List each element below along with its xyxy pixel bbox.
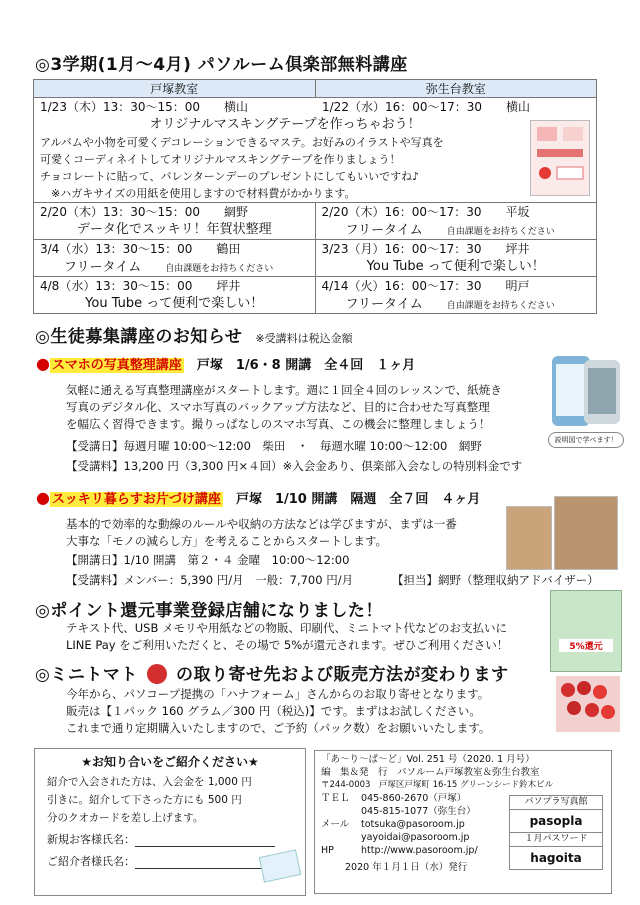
row1-desc-line: 可愛くコーディネイトしてオリジナルマスキングテープを作りましょう！ bbox=[40, 153, 401, 166]
photo-gallery-label: パソプラ写真館 bbox=[509, 795, 603, 810]
referral-text bbox=[47, 773, 305, 827]
row2-left-title: データ化でスッキリ！年賀状整理 bbox=[76, 222, 272, 237]
issue-info: 「あ〜り〜ば〜ど」Vol. 251 号（2020. 1 月号） bbox=[321, 754, 535, 765]
tomato-desc-line: 今年から、パソコープ提携の「ハナフォーム」さんからのお取り寄せとなります。 bbox=[66, 687, 490, 701]
row4-right-title: フリータイム bbox=[345, 297, 423, 312]
tomato-pack-image bbox=[556, 676, 620, 732]
table-row-4-left bbox=[34, 277, 316, 314]
table-row-4-right bbox=[315, 277, 597, 314]
course1-image-caption: 説明図で学べます！ bbox=[548, 432, 624, 448]
new-customer-label: 新規お客様氏名： bbox=[47, 833, 135, 846]
row2-left-date: 2/20（木）13：30〜15：00 網野 bbox=[40, 205, 249, 219]
course2-fee: 【受講料】メンバー：5,390 円/月 一般：7,700 円/月 bbox=[66, 573, 354, 587]
course2-day: 【開講日】1/10 開講 第２・４ 金曜 10:00〜12:00 bbox=[66, 553, 350, 567]
row1-desc-line: チョコレートに貼って、バレンターンデーのプレゼントにしてもいいですね♪ bbox=[40, 170, 420, 183]
hp-label: HP bbox=[321, 845, 334, 856]
tel-yayoidai: 045-815-1077（弥生台） bbox=[361, 806, 476, 817]
referral-title: ★お知り合いをご紹介ください★ bbox=[81, 755, 259, 769]
row3-right-title: You Tube って便利で楽しい！ bbox=[366, 259, 545, 274]
course2-heading bbox=[36, 488, 480, 507]
cashless-poster-caption: 5%還元 bbox=[559, 639, 613, 652]
photo-gallery-value: pasopla bbox=[509, 810, 603, 833]
section-mini-tomato bbox=[35, 660, 509, 685]
address-info: 〒244-0003 戸塚区戸塚町 16-15 グリーンシード鈴木ビル bbox=[321, 780, 554, 790]
mail-totsuka[interactable]: totsuka@pasoroom.jp bbox=[361, 819, 465, 830]
row2-right-title: フリータイム bbox=[345, 223, 423, 238]
section-title-tomato-a: ◎ミニトマト bbox=[35, 665, 138, 685]
new-customer-field bbox=[47, 831, 305, 847]
tomato-icon bbox=[147, 664, 167, 684]
masking-tape-photo bbox=[530, 120, 590, 196]
row1-desc-line: ※ハガキサイズの用紙を使用しますので材料費がかかります。 bbox=[40, 187, 356, 200]
tel-label: ＴＥＬ bbox=[321, 793, 350, 804]
tomato-description bbox=[66, 686, 490, 737]
mail-label: メール bbox=[321, 819, 350, 830]
referral-line: 引きに。紹介して下さった方にも 500 円 bbox=[47, 794, 242, 806]
row4-right-note: 自由課題をお持ちください bbox=[446, 301, 555, 311]
row4-right-date: 4/14（火）16：00〜17：30 明戸 bbox=[321, 279, 530, 293]
password-label: １月パスワード bbox=[509, 833, 603, 847]
tel-totsuka: 045-860-2670（戸塚） bbox=[361, 793, 467, 804]
point-desc-line: テキスト代、USB メモリや用紙などの物販、印刷代、ミニトマト代などのお支払いに bbox=[66, 621, 508, 635]
table-row-3-left bbox=[34, 240, 316, 277]
section-title-recruit: ◎生徒募集講座のお知らせ bbox=[35, 327, 243, 347]
row2-right-date: 2/20（木）16：00〜17：30 平坂 bbox=[321, 205, 530, 219]
section-title-free-course: ◎3学期(1月〜4月) パソルーム倶楽部無料講座 bbox=[35, 55, 408, 75]
course1-desc-line: 気軽に通える写真整理講座がスタートします。週に１回全４回のレッスンで、紙焼き bbox=[66, 383, 502, 397]
course2-info: 戸塚 1/10 開講 隔週 全７回 ４ヶ月 bbox=[235, 492, 481, 507]
room-photo-2 bbox=[554, 496, 618, 570]
row3-left-date: 3/4（水）13：30〜15：00 鶴田 bbox=[40, 242, 241, 256]
course1-description bbox=[66, 382, 536, 433]
newsletter-info bbox=[314, 750, 612, 894]
table-row-2-left bbox=[34, 203, 316, 240]
tomato-desc-line: これまで通り定期購入いたしますので、ご予約（パック数）をお願いいたします。 bbox=[66, 721, 491, 735]
row4-left-title: You Tube って便利で楽しい！ bbox=[85, 296, 264, 311]
introducer-label: ご紹介者様氏名： bbox=[47, 855, 135, 868]
section-title-tomato-b: の取り寄せ先および販売方法が変わります bbox=[176, 665, 509, 685]
course1-bullet: ● bbox=[36, 354, 50, 373]
homepage-link[interactable]: http://www.pasoroom.jp/ bbox=[361, 845, 478, 856]
header-totsuka: 戸塚教室 bbox=[34, 80, 316, 98]
mail-yayoidai[interactable]: yayoidai@pasoroom.jp bbox=[361, 832, 470, 843]
referral-line: 紹介で入会された方は、入会金を 1,000 円 bbox=[47, 776, 252, 788]
table-row-2-right bbox=[315, 203, 597, 240]
section-student-recruit bbox=[35, 322, 353, 347]
course2-desc-line: 基本的で効率的な動線のルールや収納の方法などは学びますが、まずは一番 bbox=[66, 517, 457, 531]
room-photo-1 bbox=[506, 506, 552, 570]
row3-left-note: 自由課題をお持ちください bbox=[165, 264, 274, 274]
referral-box bbox=[34, 748, 306, 896]
tomato-desc-line: 販売は【１パック 160 グラム／300 円（税込)】です。まずはお試しください。 bbox=[66, 704, 481, 718]
course2-name: スッキリ暮らすお片づけ講座 bbox=[51, 492, 221, 507]
password-value: hagoita bbox=[509, 847, 603, 870]
course2-bullet: ● bbox=[36, 488, 50, 507]
publisher-info: 編 集＆発 行 パソルーム戸塚教室＆弥生台教室 bbox=[321, 767, 540, 778]
course2-teacher: 【担当】網野（整理収納アドバイザー） bbox=[392, 573, 599, 587]
row1-title: オリジナルマスキングテープを作っちゃおう！ bbox=[149, 117, 421, 132]
schedule-table bbox=[33, 79, 597, 314]
point-reward-description bbox=[66, 620, 508, 654]
row3-left-title: フリータイム bbox=[64, 260, 142, 275]
row1-left-date: 1/23（木）13：30〜15：00 横山 bbox=[40, 100, 249, 114]
header-yayoidai: 弥生台教室 bbox=[315, 80, 597, 98]
cashless-poster-image bbox=[550, 590, 622, 672]
row4-left-date: 4/8（水）13：30〜15：00 坪井 bbox=[40, 279, 241, 293]
section-title-point-reward: ◎ポイント還元事業登録店舗になりました！ bbox=[35, 601, 383, 621]
row1-description bbox=[40, 134, 590, 202]
table-row-3-right bbox=[315, 240, 597, 277]
row1-desc-line: アルバムや小物を可愛くデコレーションできるマステ。お好みのイラストや写真を bbox=[40, 136, 444, 149]
course1-heading bbox=[36, 354, 415, 373]
table-row-1 bbox=[34, 98, 597, 203]
issue-date: 2020 年１月１日（水）発行 bbox=[345, 862, 468, 873]
referral-line: 分のクオカードを差し上げます。 bbox=[47, 812, 204, 824]
row2-right-note: 自由課題をお持ちください bbox=[446, 227, 555, 237]
tax-note: ※受講料は税込金額 bbox=[255, 332, 353, 345]
course1-name: スマホの写真整理講座 bbox=[51, 358, 182, 373]
row1-right-date: 1/22（水）16：00〜17：30 横山 bbox=[322, 100, 531, 114]
course1-info: 戸塚 1/6・8 開講 全４回 １ヶ月 bbox=[196, 358, 416, 373]
password-panel bbox=[509, 795, 603, 887]
course1-desc-line: を幅広く習得できます。撮りっぱなしのスマホ写真、この機会に整理しましょう！ bbox=[66, 417, 491, 431]
course2-description bbox=[66, 516, 506, 550]
smartphone-image bbox=[548, 350, 624, 432]
course2-desc-line: 大事な「モノの減らし方」を考えることからスタートします。 bbox=[66, 534, 387, 548]
course1-desc-line: 写真のデジタル化、スマホ写真のバックアップ方法など、目的に合わせた写真整理 bbox=[66, 400, 490, 414]
point-desc-line: LINE Pay をご利用いただくと、その場で 5%が還元されます。ぜひご利用ください！ bbox=[66, 638, 509, 652]
row3-right-date: 3/23（月）16：00〜17：30 坪井 bbox=[321, 242, 530, 256]
course1-fee: 【受講料】13,200 円（3,300 円×４回）※入会金あり、倶楽部入会なしの特別料金です bbox=[66, 459, 523, 473]
course1-day: 【受講日】毎週月曜 10:00〜12:00 柴田 ・ 毎週水曜 10:00〜12:00 網野 bbox=[66, 439, 482, 453]
